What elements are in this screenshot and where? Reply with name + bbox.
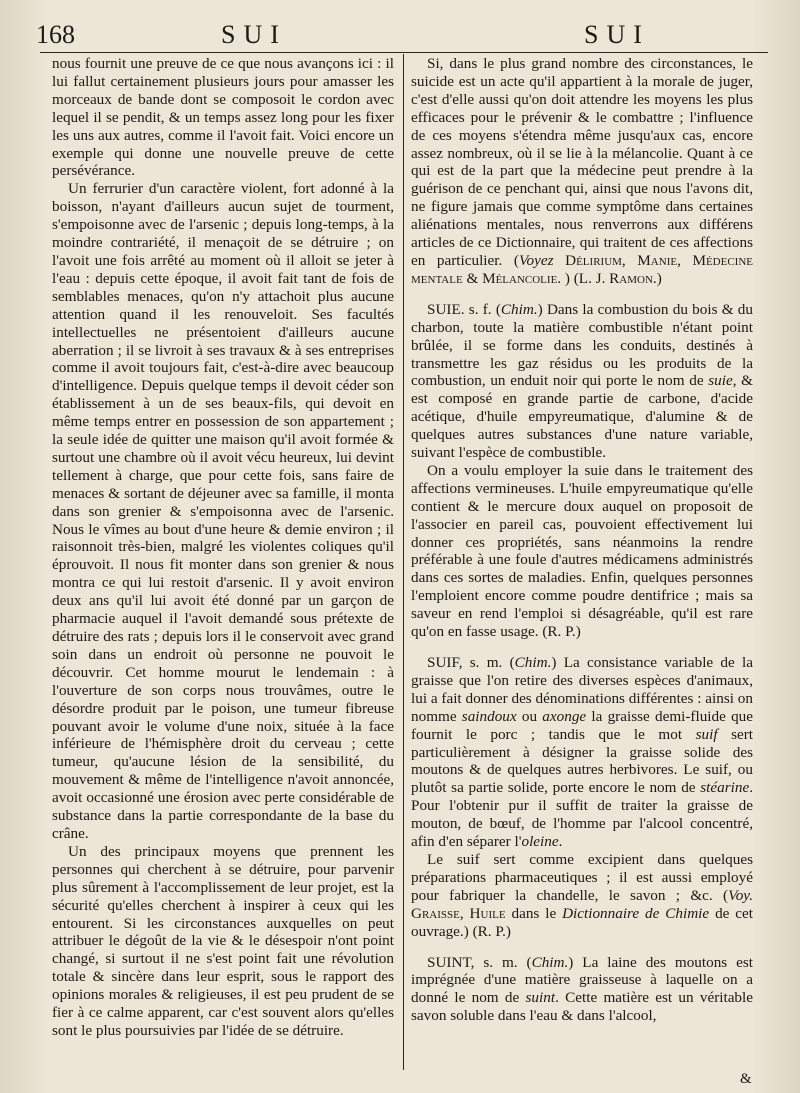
- paragraph: Le suif sert comme excipient dans quelques préparations pharmaceutiques ; il est aussi employé pour fabriquer la chandelle, le savon ; &c. (Voy. Graisse, Huile dans le Dictionnaire de Chimie de cet ouvrage.) (R. P.): [411, 850, 753, 940]
- right-column: [411, 55, 753, 1075]
- header-rule: [40, 52, 768, 53]
- entry-suint: SUINT, s. m. (Chim.) La laine des moutons est imprégnée d'une matière graisseuse à laquelle on a donné le nom de suint. Cette matière est un véritable savon soluble dans l'eau & dans l'alcool,: [411, 953, 753, 1025]
- headword: SUIF,: [427, 654, 463, 671]
- paragraph-suicide-end: Si, dans le plus grand nombre des circonstances, le suicide est un acte qu'il appartient à la morale de juger, c'est d'elle aussi qu'on doit attendre les moyens les plus efficaces pour le prévenir & le combattre ; l'influence de ces moyens s'étendra même jusqu'aux cas, encore assez nombreux, où il se lie à la mélancolie. Quant à ce qui est de la part que la médecine peut prendre à la guérison de ce penchant qui, ainsi que nous l'avons dit, ne figure jamais que comme symptôme dans certaines aliénations mentales, nous renverrons aux différens articles de ce Dictionnaire, qui traitent de ces affections en particulier. (Voyez Délirium, Manie, Médecine mentale & Mélancolie. ) (L. J. Ramon.): [411, 55, 753, 287]
- headword: SUINT,: [427, 953, 475, 971]
- running-head-right: SUI: [584, 20, 650, 49]
- left-column: [52, 55, 394, 1075]
- page-number: 168: [36, 20, 75, 49]
- paragraph: On a voulu employer la suie dans le traitement des affections vermineuses. L'huile empyreumatique qu'elle contient & le mercure doux auquel on proposoit de l'associer en pareil cas, pouvoient effectivement lui donner ces propriétés, sans néanmoins la rendre préférable à une foule d'autres médicamens administrés dans ces sortes de maladies. Enfin, quelques personnes l'emploient encore comme poudre dentifrice ; mais sa saveur en rend l'emploi si désagréable, qu'il est rare qu'on en fasse usage. (R. P.): [411, 461, 753, 641]
- headword: SUIE.: [427, 300, 465, 318]
- author-signature: ) (L. J. Ramon.): [564, 269, 662, 287]
- entry-suif: SUIF, s. m. (Chim.) La consistance variable de la graisse que l'on retire des diverses espèces d'animaux, lui a fait donner des dénominations différentes : ainsi on nomme saindoux ou axonge la graisse demi-fluide que fournit le porc ; tandis que le mot suif sert particulièrement à désigner la graisse solide des moutons & de quelques autres herbivores. Le suif, ou plutôt sa partie solide, porte encore le nom de stéarine. Pour l'obtenir pur il suffit de traiter la graisse de mouton, de bœuf, de l'homme par l'alcool concentré, afin d'en séparer l'oleine.: [411, 654, 753, 851]
- paragraph: Un des principaux moyens que prennent les personnes qui cherchent à se détruire, pour parvenir plus sûrement à l'accomplissement de leur projet, est la sécurité qu'elles cherchent à inspirer à ceux qui les entourent. Si les circonstances auxquelles on peut attribuer le dégoût de la vie & le désespoir n'ont point changé, si surtout il ne s'est point fait une révolution totale & sincère dans leur esprit, sous le rapport des opinions morales & religieuses, il est peu prudent de se fier à ce calme apparent, car c'est souvent alors qu'elles sont le plus poursuivies par l'idée de se détruire.: [52, 842, 394, 1039]
- running-head-left: SUI: [221, 20, 287, 49]
- paragraph: Un ferrurier d'un caractère violent, fort adonné à la boisson, n'ayant d'ailleurs aucun sujet de tourment, s'empoisonne avec de l'arsenic ; depuis long-temps, à la moindre contrariété, il menaçoit de se détruire ; on l'avoit une fois arrêté au moment où il alloit se jeter à l'eau : depuis cette époque, il avoit fait tant de fois de semblables menaces, qu'on n'y attachoit plus aucune attention quand il les renouveloit. Ses facultés intellectuelles ne présentoient d'ailleurs aucune aberration ; il se livroit à ses travaux & à ses entreprises comme il avoit toujours fait, c'est-à-dire avec beaucoup d'intelligence. Depuis quelque temps il devoit céder son établissement à un de ses beaux-fils, qui devoit en même temps entrer en possession de son appartement ; la seule idée de quitter une maison qu'il avoit formée & surtout une chambre où il avoit vécu heureux, lui devint tellement à charge, que pour cette fois, sans faire de menaces & sortant de déjeuner avec sa famille, il monta dans son grenier & s'empoisonna avec de l'arsenic. Nous le vîmes au bout d'une heure & demie environ ; il raisonnoit très-bien, malgré les violentes coliques qu'il éprouvoit. Il nous fit monter dans son grenier & nous montra ce qui lui restoit d'arsenic. Il y avoit environ deux ans qu'il lui avoit été donné par un garçon de pharmacie auquel il l'avoit demandé sous prétexte de détruire des rats ; depuis lors il le conservoit avec grand soin dans un endroit où personne ne pouvoit le découvrir. Cet homme mourut le lendemain : à l'ouverture de son corps nous trouvâmes, outre le désordre produit par le poison, une tumeur fibreuse pouvant avoir le volume d'une noix, située à la face inférieure de l'hémisphère droit du cerveau ; cette tumeur, qu'aucune lésion de la sensibilité, du mouvement & même de l'intelligence n'avoit annoncée, avoit occasionné une érosion avec perte considérable de substance dans la partie correspondante de la base du crâne.: [52, 180, 394, 842]
- page-header: [36, 18, 776, 52]
- paragraph: nous fournit une preuve de ce que nous avançons ici : il lui fallut certainement plusieurs jours pour amasser les morceaux de bande dont se composoit le cordon avec lequel il se pendit, & un temps assez long pour les fixer les uns aux autres, comme il l'avoit fait. Voici encore un exemple qui donne une nouvelle preuve de cette persévérance.: [52, 55, 394, 180]
- entry-suie: SUIE. s. f. (Chim.) Dans la combustion du bois & du charbon, toute la matière combustible n'étant point brûlée, il se forme dans les conduits, destinés à transmettre les gaz résidus ou les produits de la combustion, un enduit noir qui porte le nom de suie, & est composé en grande partie de carbone, d'acide acétique, d'huile empyreumatique, d'alumine & de quelques autres substances d'une nature variable, suivant l'espèce de combustible.: [411, 300, 753, 462]
- column-divider: [403, 54, 404, 1070]
- catchword: &: [740, 1071, 752, 1087]
